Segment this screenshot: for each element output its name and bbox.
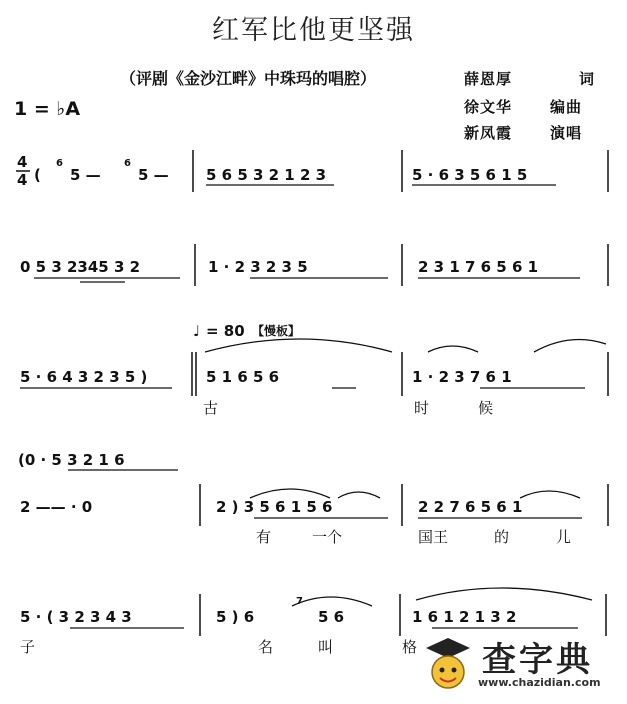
credit-name: 徐文华 <box>464 98 513 116</box>
measure-2: 1 · 2 3 2 3 5 <box>208 258 308 276</box>
lyric: 儿 <box>556 528 572 546</box>
page-title: 红军比他更坚强 <box>212 15 415 46</box>
lyric: 一个 <box>312 528 343 546</box>
grace-note: 6 <box>56 158 63 169</box>
subtitle: （评剧《金沙江畔》中珠玛的唱腔） <box>120 69 377 88</box>
lyric: 叫 <box>318 638 334 656</box>
watermark-logo <box>418 628 618 698</box>
slur <box>292 597 372 606</box>
watermark-text: 查字典 <box>482 640 593 680</box>
measure-3: 1 6 1 2 1 3 2 <box>412 608 517 626</box>
credit-name: 新凤霞 <box>464 124 513 142</box>
measure-2: 2 ) 3 5 6 1 5 6 <box>216 498 333 516</box>
lyric: 名 <box>258 638 274 656</box>
grace-note: 6 <box>124 158 131 169</box>
measure-2b: 5 6 <box>318 608 345 626</box>
measure-3: 1 · 2 3 7 6 1 <box>412 368 512 386</box>
measure-2: 5 1 6 5 6 <box>206 368 280 386</box>
credit-role: 编曲 <box>550 98 583 116</box>
slur <box>338 492 380 498</box>
slur <box>520 491 580 498</box>
key-signature: 1 = ♭A <box>14 98 81 120</box>
measure-3: 5 · 6 3 5 6 1 5 <box>412 166 528 184</box>
lyric: 有 <box>256 528 272 546</box>
lyric: 格 <box>402 638 418 656</box>
lyric: 时 <box>414 399 430 417</box>
credit-role: 演唱 <box>550 124 583 142</box>
measure-1: 5 · ( 3 2 3 4 3 <box>20 608 132 626</box>
slur <box>416 588 592 600</box>
measure-3: 2 2 7 6 5 6 1 <box>418 498 523 516</box>
measure-2: 5 6 5 3 2 1 2 3 <box>206 166 327 184</box>
lyric: 候 <box>478 399 494 417</box>
lyric: 的 <box>494 528 510 546</box>
tempo-value: = 80 <box>206 322 245 340</box>
watermark-url: www.chazidian.com <box>478 676 601 689</box>
time-signature-num: 4 <box>17 153 28 171</box>
slur <box>250 489 330 498</box>
tempo-marking: 【慢板】 <box>252 324 301 338</box>
quarter-note-icon: ♩ <box>193 322 201 340</box>
measure-2: 5 ) 6 <box>216 608 255 626</box>
lyric: 古 <box>203 399 219 417</box>
scholar-cap-icon <box>418 630 478 694</box>
lyric: 国王 <box>418 528 449 546</box>
measure-1: 5 · 6 4 3 2 3 5 ) <box>20 368 148 386</box>
measure-3: 2 3 1 7 6 5 6 1 <box>418 258 539 276</box>
measure-1: 2 —— · 0 <box>20 498 93 516</box>
lyric: 子 <box>20 638 36 656</box>
time-signature-den: 4 <box>17 171 28 189</box>
measure-1: ( <box>34 166 41 184</box>
slur <box>534 340 606 353</box>
credit-role: 词 <box>579 70 596 88</box>
credit-name: 薛恩厚 <box>464 70 513 88</box>
measure-1b: 5 — <box>70 166 101 184</box>
slur <box>428 346 478 352</box>
grace-note: 7 <box>296 596 303 607</box>
slur <box>205 339 392 352</box>
interlude-notes: (0 · 5 3 2 1 6 <box>18 451 125 469</box>
measure-1: 0 5 3 2345 3 2 <box>20 258 141 276</box>
measure-1c: 5 — <box>138 166 169 184</box>
